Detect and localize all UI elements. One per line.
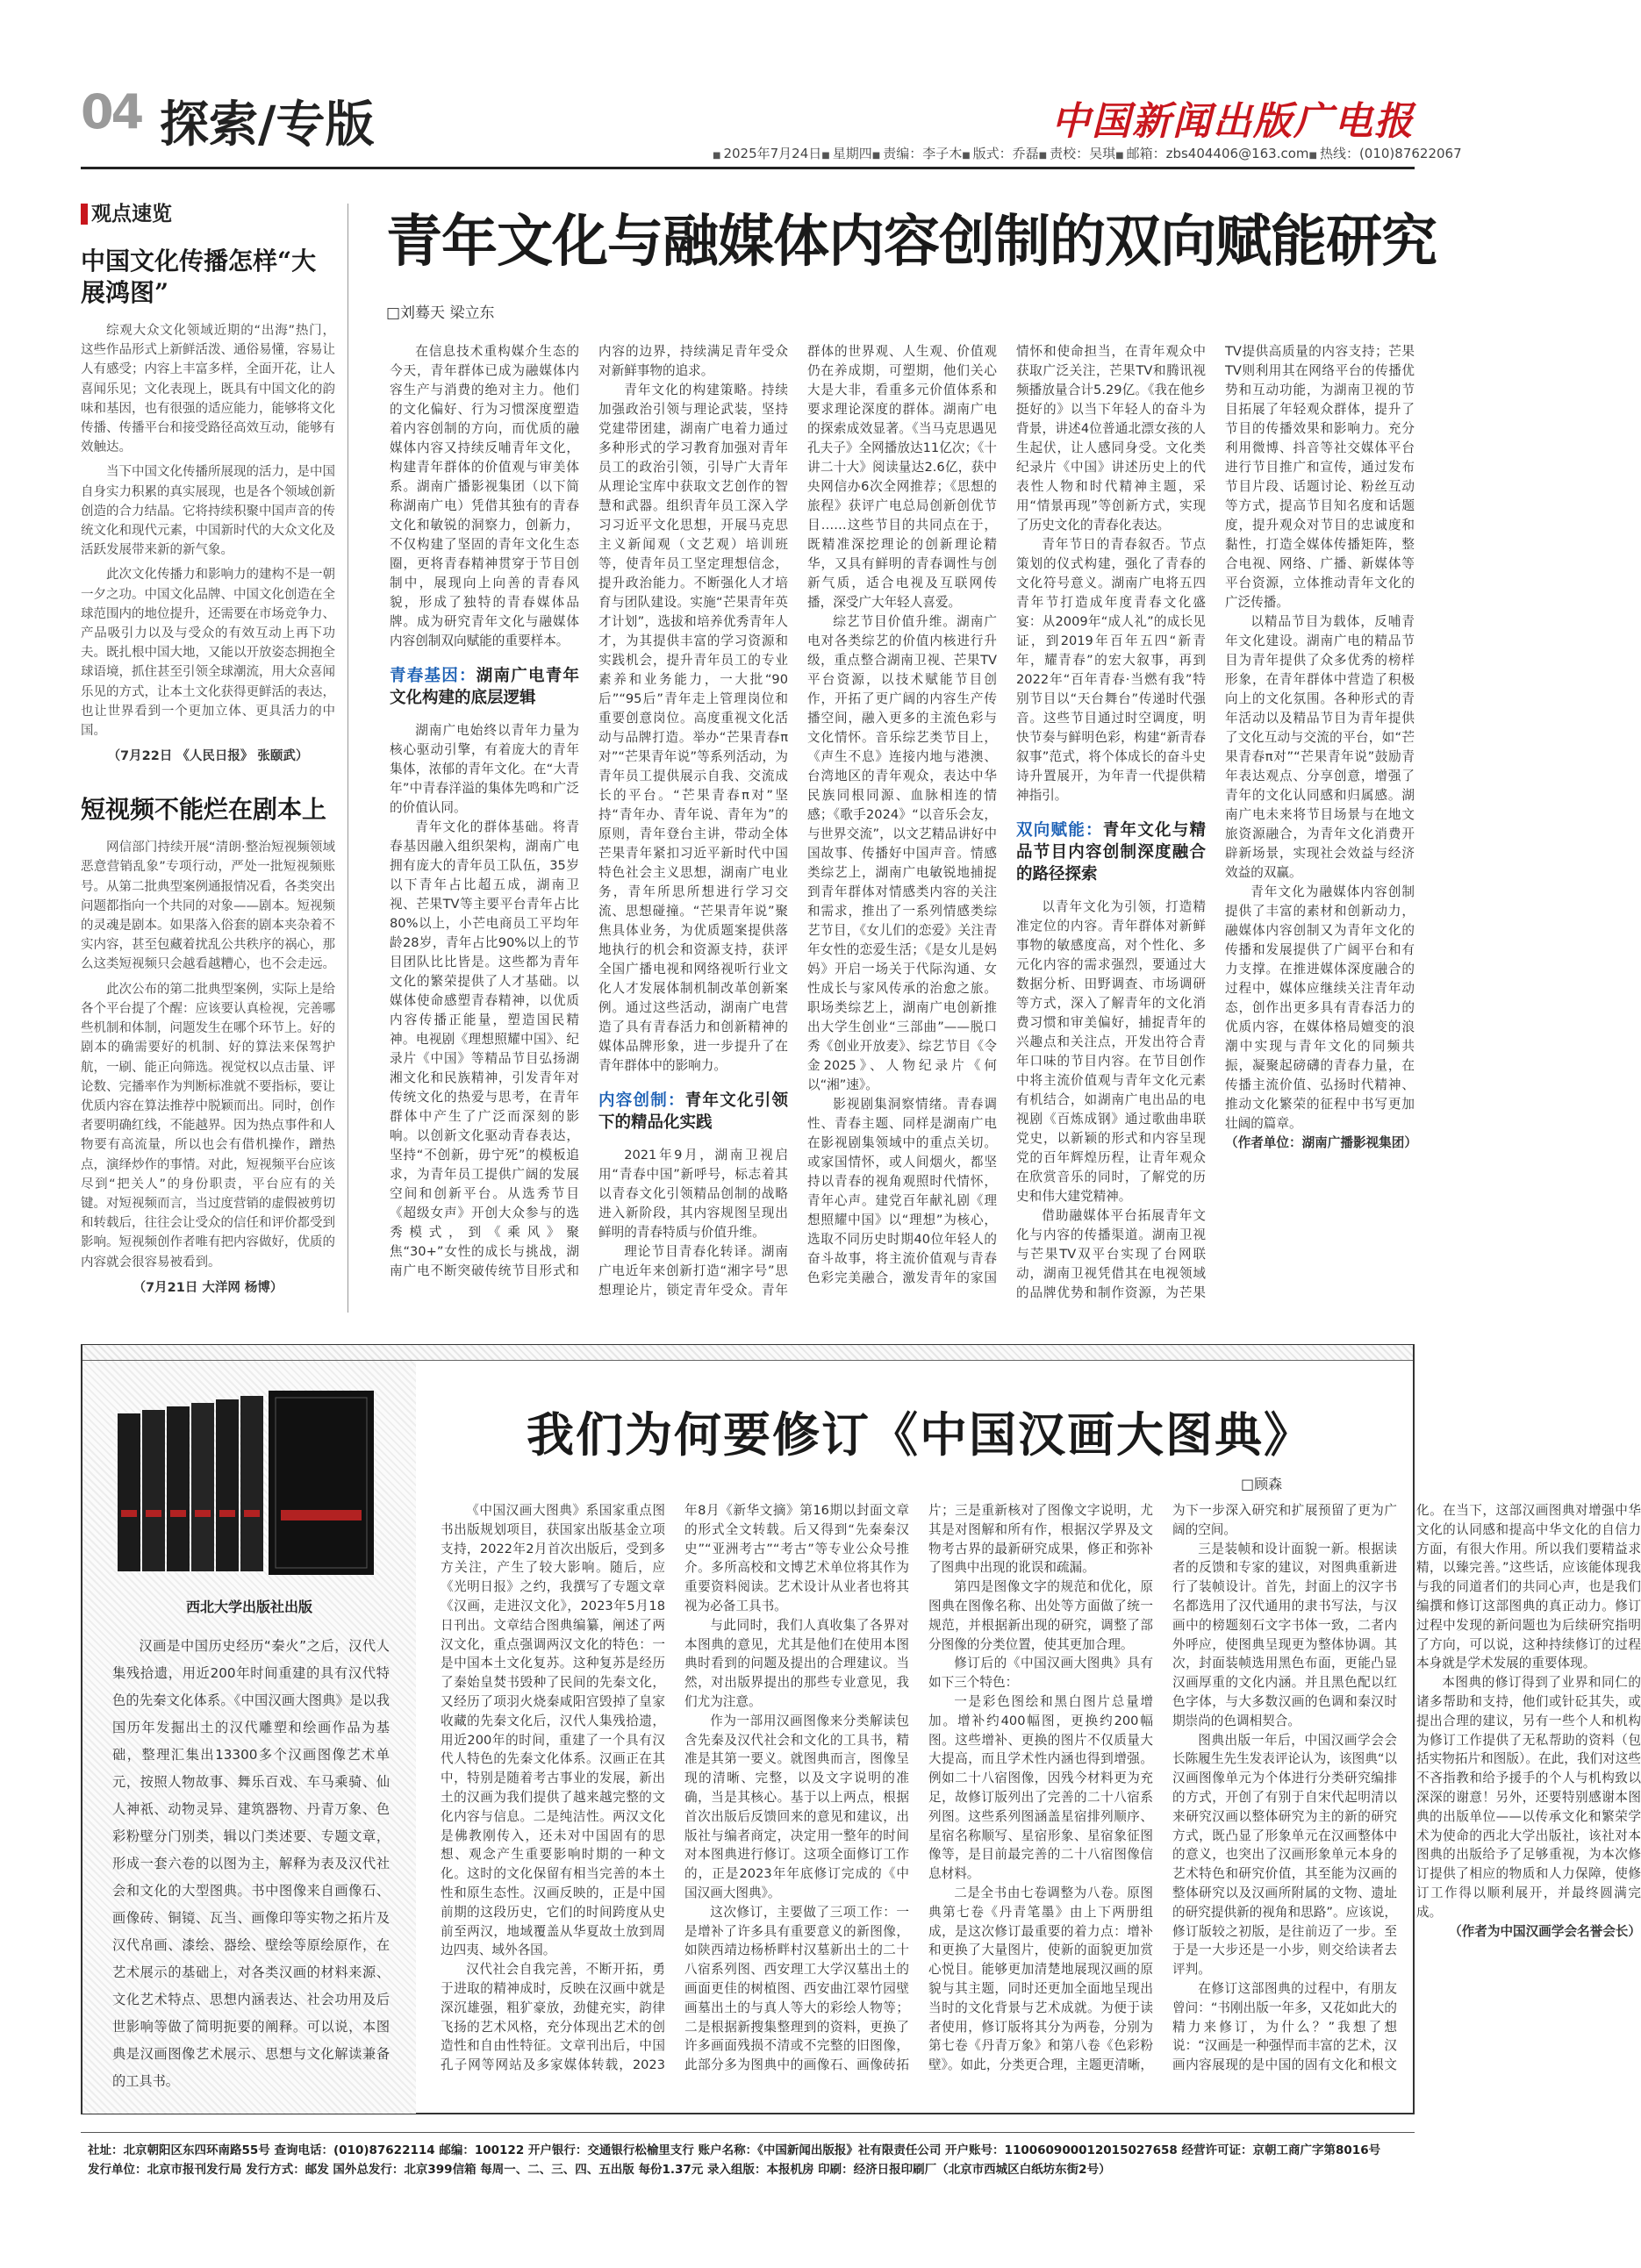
publisher-label: 西北大学出版社出版 [185, 1599, 312, 1615]
book-paragraph: 在修订这部图典的过程中，有朋友曾问：“书刚出版一年多，又花如此大的精力来修订，为什么？”我想了想说：“汉画是一种强悍而丰富的艺术，汉画内容展现的是中国的固有文化和根文化。在当下，这部汉画图典对增强中华文化的认同感和提高中华文化的自信力方面，有很大作用。所以我们要精益求精，以臻完善。”这些话，应该能体现我与我的同道者们的共同心声，也是我们编撰和修订这部图典的真正动力。修订过程中发现的新问题也为后续研究指明了方向，可以说，这种持续修订的过程本身就是学术发展的重要体现。 [1172, 1503, 1641, 2073]
subheading-text: 湖南广电青年文化构建的底层逻辑 [390, 667, 579, 707]
opinion-paragraph: 综观大众文化领域近期的“出海”热门，这些作品形式上新鲜活泼、通俗易懂，容易让人有感受；内容上丰富多样，全面开花，让人喜闻乐见；文化表现上，既具有中国文化的韵味和基因，也有很强的适应能力，能够将文化传播、传播平台和接受路径高效互动，能够有效触达。 [81, 324, 335, 455]
opinion-item [81, 794, 335, 1295]
footer-rule [81, 2132, 1415, 2133]
issue-weekday: ■ 星期四 [821, 144, 871, 163]
issue-date: ■ 2025年7月24日 [713, 144, 821, 163]
article-paragraph: 借助融媒体平台拓展青年文化与内容的传播渠道。湖南卫视与芒果TV双平台实现了台网联动，湖南卫视凭借其在电视领域的品牌优势和制作资源，为芒果TV提供高质量的内容支持；芒果TV则利用其在网络平台的传播优势和互动功能，为湖南卫视的节目拓展了年轻观众群体，提升了节目的传播效果和影响力。充分利用微博、抖音等社交媒体平台进行节目推广和宣传，通过发布节目片段、话题讨论、粉丝互动等方式，提高节目知名度和话题度，提升观众对节目的忠诚度和黏性，打造全媒体传播矩阵，整合电视、网络、广播、新媒体等平台资源，立体推动青年文化的广泛传播。 [1016, 344, 1415, 1300]
article-paragraph: 以精品节目为载体，反哺青年文化建设。湖南广电的精品节目为青年提供了众多优秀的榜样形象，在青年群体中营造了积极向上的文化氛围。各种形式的青年活动以及精品节目为青年提供了文化互动与交流的平台，如“芒果青春π对”“芒果青年说”鼓励青年表达观点、分享创意，增强了青年的文化认同感和归属感。湖南广电未来将节目场景与在地文旅资源融合，为青年文化消费开辟新场景，实现社会效益与经济效益的双赢。 [1225, 614, 1415, 880]
article-credit: （作者单位：湖南广播影视集团） [1225, 1135, 1417, 1150]
article-paragraph: 以青年文化为引领，打造精准定位的内容。青年群体对新鲜事物的敏感度高，对个性化、多元化内容的需求强烈，要通过大数据分析、田野调查、市场调研等方式，深入了解青年的文化消费习惯和审美偏好，捕捉青年的兴趣点和关注点，开发出符合青年口味的节目内容。在节目创作中将主流价值观与青年文化元素有机结合，如湖南广电出品的电视剧《百炼成钢》通过歌曲串联党史，以新颖的形式和内容呈现党的百年辉煌历程，让青年观众在欣赏音乐的同时，了解党的历史和伟大建党精神。 [1016, 899, 1206, 1204]
box-pattern-band [82, 1345, 1413, 1361]
article-paragraph: 青年节日的青春叙否。节点策划的仪式构建，强化了青春的文化符号意义。湖南广电将五四青年节打造成年度青春文化盛宴：从2009年“成人礼”的成长见证，到2019年百年五四“新青年，耀青春”的宏大叙事，再到2022年“百年青春·当燃有我”特别节目以“天台舞台”传递时代强音。这些节目通过时空调度，明快节奏与鲜明色彩，构建“新青春叙事”范式，将个体成长的奋斗史诗升置展开，为年青一代提供精神指引。 [1016, 537, 1206, 803]
layout-editor: ■ 版式：乔磊 [962, 144, 1038, 163]
opinion-paragraph: 当下中国文化传播所展现的活力，是中国自身实力积累的真实展现，也是各个领域创新创造的合力结晶。它将持续积聚中国声音的传统文化和现代元素，中国新时代的大众文化及活跃发展带来新的新气象。 [81, 465, 335, 558]
opinion-item-title: 短视频不能烂在剧本上 [81, 795, 327, 825]
book-paragraph: 本图典的修订得到了业界和同仁的诸多帮助和支持，他们或针砭其失，或提出合理的建议，另有一些个人和机构为修订工作提供了无私帮助的资料（包括实物拓片和图版）。在此，我们对这些不吝指教和给予援手的个人与机构致以深深的谢意！另外，还要特别感谢本图典的出版单位——以传承文化和繁荣学术为使命的西北大学出版社，该社对本图典的出版给予了足够重视，为本次修订提供了相应的物质和人力保障，使修订工作得以顺利展开，并最终圆满完成。 [1416, 1675, 1641, 1920]
book-paragraph: 汉代社会自我完善，不断开拓，勇于进取的精神成时，反映在汉画中就是深沉雄强，粗犷豪放，劲健充实，韵律飞扬的艺术风格，充分体现出艺术的创造性和自由性特征。文章刊出后，中国孔子网等网站及多家媒体转载，2023年8月《新华文摘》第16期以封面文章的形式全文转载。后又得到“先秦秦汉史”“亚洲考古”“考古”等专业公众号推介。多所高校和文博艺术单位将其作为重要资料阅读。艺术设计从业者也将其视为必备工具书。 [441, 1503, 909, 2073]
opinion-paragraph: 此次公布的第二批典型案例，实际上是给各个平台提了个醒：应该要认真检视，完善哪些机制和体制，问题发生在哪个环节上。好的剧本的确需要好的机制、好的算法来保驾护航，一刷、能正向筛选。视觉权以点击量、评论数、完播率作为判断标准就不要指标，要让优质内容在算法推荐中脱颖而出。同时，创作者要明确红线，不能越界。因为热点事件和人物要有高流量，所以也会有借机操作，蹭热点，演绎炒作的事情。对此，短视频平台应该尽到“把关人”的身份职责，平台应有的关键。对短视频而言，当过度营销的虚假被剪切和转载后，往往会让受众的信任和评价都受到影响。短视频创作者唯有把内容做好，优质的内容就会很容易被看到。 [81, 982, 335, 1270]
book-paragraph: 三是装帧和设计面貌一新。根据读者的反馈和专家的建议，对图典重新进行了装帧设计。首先，封面上的汉字书名都选用了汉代通用的隶书写法，与汉画中的榜题刻石文字书体一致，二者内外呼应，使图典呈现更为整体协调。其次，封面装帧选用黑色布面，更能凸显汉画厚重的文化内涵。并且黑色配以红色字体，与大多数汉画的色调和秦汉时期崇尚的色调相契合。 [1172, 1541, 1397, 1728]
subheading-text: 青年文化与精品节目内容创制深度融合的路径探索 [1016, 821, 1206, 884]
book-feature-box [81, 1344, 1641, 2114]
book-set-image [100, 1378, 398, 1589]
article-paragraph: 综艺节目价值升维。湖南广电对各类综艺的价值内核进行升级，重点整合湖南卫视、芒果TV平台资源，以技术赋能节目创作，开拓了更广阔的内容生产传播空间，融入更多的主流色彩与文化情怀。音乐综艺类节目上，《声生不息》连接内地与港澳、台湾地区的青年观众，表达中华民族同根同源、血脉相连的情感；《歌手2024》“以音乐会友，与世界交流”，以文艺精品讲好中国故事、传播好中国声音。情感类综艺上，湖南广电敏锐地捕捉到青年群体对情感类内容的关注和需求，推出了一系列情感类综艺节目，《女儿们的恋爱》关注青年女性的恋爱生活；《是女儿是妈妈》开启一场关于代际沟通、女性成长与家风传承的治愈之旅。职场类综艺上，湖南广电创新推出大学生创业“三部曲”——脱口秀《创业开放麦》、综艺节目《令金2025》、人物纪录片《何以“湘”速》。 [807, 614, 997, 1092]
imprint-footer [88, 2141, 1413, 2179]
issue-info-bar [713, 144, 1462, 163]
opinion-column [81, 204, 335, 1327]
article-paragraph: 理论节目青春化转译。湖南广电近年来创新打造“湘字号”思想理论片，锁定青年受众。青年群体的世界观、人生观、价值观仍在养成期，可塑期，他们关心大是大非，看重多元价值体系和要求理论深度的群体。湖南广电的探索成效显著。《当马克思遇见孔夫子》全网播放达11亿次；《十讲二十大》阅读量达2.6亿，获中央网信办6次全网推荐；《思想的旅程》获评广电总局创新创优节目……这些节目的共同点在于，既精准深挖理论的创新理论精华，又具有鲜明的青春调性与创新气质，适合电视及互联网传播，深受广大年轻人喜爱。 [598, 344, 997, 1298]
article-subheading [1016, 819, 1206, 885]
article-subheading [390, 665, 579, 709]
opinion-item [81, 246, 335, 764]
opinion-column-label: 观点速览 [81, 204, 335, 225]
article-paragraph: 青年文化的构建策略。持续加强政治引领与理论武装，坚持党建带团建，湖南广电着力通过多种形式的学习教育加强对青年员工的政治引领，引导广大青年从理论宝库中获取文艺创作的智慧和武器。组织青年员工深入学习习近平文化思想，开展马克思主义新闻观（文艺观）培训班等，使青年员工坚定理想信念，提升政治能力。不断强化人才培育与团队建设。实施“芒果青年英才计划”，选拔和培养优秀青年人才，为其提供丰富的学习资源和实践机会，提升青年员工的专业素养和业务能力，一大批“90后”“95后”青年走上管理岗位和重要创意岗位。高度重视文化活动与品牌打造。举办“芒果青春π对”“芒果青年说”等系列活动，为青年员工提供展示自我、交流成长的平台。“芒果青春π对”坚持“青年办、青年说、青年为”的原则，青年登台主讲，带动全体芒果青年紧扣习近平新时代中国特色社会主义思想，湖南广电业务，青年所思所想进行学习交流、思想碰撞。“芒果青年说”聚焦具体业务，为优质题案提供落地执行的机会和资源支持，获评全国广播电视和网络视听行业文化人才发展体制机制改革创新案例。通过这些活动，湖南广电营造了具有青春活力和创新精神的媒体品牌形象，进一步提升了在青年群体中的影响力。 [598, 383, 788, 1073]
opinion-item-title: 中国文化传播怎样“大展鸿图” [81, 247, 317, 307]
article-paragraph: 在信息技术重构媒介生态的今天，青年群体已成为融媒体内容生产与消费的绝对主力。他们的文化偏好、行为习惯深度塑造着内容创制的方向，而优质的融媒体内容又持续反哺青年文化，构建青年群体的价值观与审美体系。湖南广播影视集团（以下简称湖南广电）凭借其独有的青春文化和敏锐的洞察力，创新力，不仅构建了坚固的青年文化生态圈，更将青春精神贯穿于节目创制中，展现向上向善的青春风貌，形成了独特的青春媒体品牌。成为研究青年文化与融媒体内容创制双向赋能的重要样本。 [390, 344, 579, 648]
article-paragraph: 湖南广电始终以青年力量为核心驱动引擎，有着庞大的青年集体，浓郁的青年文化。在“大青年”中青春洋溢的集体先鸣和广泛的价值认同。 [390, 723, 579, 815]
book-spines [118, 1396, 263, 1571]
book-paragraph: 作为一部用汉画图像来分类解读包含先秦及汉代社会和文化的工具书，精准是其第一要义。就图典而言，图像呈现的清晰、完整，以及文字说明的准确，当是其核心。基于以上两点，根据首次出版后反馈回来的意见和建议，出版社与编者商定，决定用一整年的时间对本图典进行修订。这项全面修订工作的，正是2023年年底修订完成的《中国汉画大图典》。 [684, 1713, 909, 1900]
book-feature-byline: □顾森 [1241, 1476, 1283, 1492]
article-paragraph: 影视剧集洞察情绪。青春调性、青春主题、同样是湖南广电在影视剧集领域中的重点关切。或家国情怀，或人间烟火，都坚持以青春的视角观照时代情怀，青年心声。建党百年献礼剧《理想照耀中国》以“理想”为核心，选取不同历史时期40位年轻人的奋斗故事，将主流价值观与青春色彩完美融合，激发青年的家国情怀和使命担当，在青年观众中获取广泛关注，芒果TV和腾讯视频播放量合计5.29亿。《我在他乡挺好的》以当下年轻人的奋斗为背景，讲述4位普通北漂女孩的人生起伏，让人感同身受。文化类纪录片《中国》讲述历史上的代表性人物和时代精神主题，采用“情景再现”等创新方式，实现了历史文化的青春化表达。 [807, 344, 1206, 1285]
imprint-line: 社址：北京朝阳区东四环南路55号 查询电话：(010)87622114 邮编：100122 开户银行：交通银行松榆里支行 账户名称：《中国新闻出版报》社有限责任公司 开户账号：110060900012015027658 经营许可证：京朝工商广字第8016号 [88, 2143, 1381, 2157]
section-title: 探索/专版 [160, 97, 375, 154]
book-paragraph: 第四是图像文字的规范和优化，原图典在图像名称、出处等方面做了统一规范，并根据新出现的研究，调整了部分图像的分类位置，使其更加合理。 [928, 1579, 1153, 1652]
page-number: 04 [81, 84, 142, 140]
subheading-lead: 双向赋能： [1016, 821, 1103, 840]
hotline: ■ 热线：(010)87622067 [1309, 144, 1462, 163]
article-paragraph: 青年文化为融媒体内容创制提供了丰富的素材和创新动力，融媒体内容创制又为青年文化的传播和发展提供了广阔平台和有力支撑。在推进媒体深度融合的过程中，媒体应继续关注青年动态，创作出更多具有青春活力的优质内容，在媒体格局嬗变的浪潮中实现与青年文化的同频共振，凝聚起磅礴的青春力量，在传播主流价值、弘扬时代精神、推动文化繁荣的征程中书写更加壮阔的篇章。 [1225, 884, 1415, 1131]
book-paragraph: 与此同时，我们人真收集了各界对本图典的意见，尤其是他们在使用本图典时看到的问题及提出的合理建议。当然，对出版界提出的那些专业意见，我们尤为注意。 [684, 1617, 909, 1709]
article-byline: □刘蓦天 梁立东 [386, 304, 495, 322]
article-subheading [598, 1090, 788, 1134]
book-feature-headline: 我们为何要修订《中国汉画大图典》 [527, 1406, 1313, 1463]
subheading-lead: 内容创制： [598, 1091, 685, 1110]
book-paragraph: 《中国汉画大图典》系国家重点图书出版规划项目，获国家出版基金立项支持，2022年2月首次出版后，受到多方关注，产生了较大影响。随后，应《光明日报》之约，我撰写了专题文章《汉画，走进汉文化》，2023年5月18日刊出。文章结合图典编纂，阐述了两汉文化，重点强调两汉文化的特色：一是中国本土文化复苏。这种复苏是经历了秦始皇焚书毁种了民间的先秦文化，又经历了项羽火烧秦咸阳宫毁掉了皇家收藏的先秦文化后，汉代人集残拾遗，用近200年的时间，重建了一个具有汉代人特色的先秦文化体系。汉画正在其中，特别是随着考古事业的发展，新出土的汉画为我们提供了越来越完整的文化内容与信息。二是纯洁性。两汉文化是佛教刚传入，还未对中国固有的思想、观念产生重要影响时期的一种文化。这时的文化保留有相当完善的本土性和原生态性。汉画反映的，正是中国前期的这段历史，它们的时间跨度从史前至两汉，地域覆盖从华夏故土放到周边四夷、域外各国。 [441, 1503, 665, 1958]
article-headline: 青年文化与融媒体内容创制的双向赋能研究 [386, 209, 1437, 275]
opinion-paragraph: 网信部门持续开展“清朗·整治短视频领域恶意营销乱象”专项行动，严处一批短视频账号。从第二批典型案例通报情况看，各类突出问题都指向一个共同的对象——剧本。短视频的灵魂是剧本。如果落入俗套的剧本夹杂着不实内容，甚至包藏着扰乱公共秩序的祸心，那么这类短视频只会越看越糟心，也不会走远。 [81, 841, 335, 972]
article-paragraph: 青年文化的群体基础。将青春基因融入组织架构，湖南广电拥有庞大的青年员工队伍，35岁以下青年占比超五成，湖南卫视、芒果TV等主要平台青年占比80%以上，小芒电商员工平均年龄28岁，青年占比90%以上的节目团队比比皆是。这些都为青年文化的繁荣提供了人才基础。以媒体使命感塑青春精神，以优质内容传播正能量，塑造国民精神。电视剧《理想照耀中国》、纪录片《中国》等精品节目弘扬湖湘文化和民族精神，引发青年对传统文化的热爱与思考，在青年群体中产生了广泛而深刻的影响。以创新文化驱动青春表达，坚持“不创新，毋宁死”的模板追求，为青年员工提供广阔的发展空间和创新平台。从选秀节目《超级女声》开创大众参与的选秀模式，到《乘风》聚焦“30+”女性的成长与挑战，湖南广电不断突破传统节目形式和内容的边界，持续满足青年受众对新鲜事物的追求。 [390, 344, 788, 1278]
subheading-lead: 青春基因： [390, 667, 477, 685]
book-front-cover [269, 1391, 374, 1575]
opinion-paragraph: 此次文化传播力和影响力的建构不是一朝一夕之功。中国文化品牌、中国文化创造在全球范围内的地位提升，还需要在市场竞争力、产品吸引力以及与受众的有效互动上再下功夫。既扎根中国大地，又能以开放姿态拥抱全球语境，抓住甚至引领全球潮流，用大众喜闻乐见的方式，让本土文化获得更鲜活的表达，也让世界看到一个更加立体、更具活力的中国。 [81, 568, 335, 739]
article-paragraph: 2021年9月，湖南卫视启用“青春中国”新呼号，标志着其以青春文化引领精品创制的战略进入新阶段，其内容规图呈现出鲜明的青春特质与价值升维。 [598, 1148, 788, 1240]
contact-email: ■ 邮箱：zbs404406@163.com [1115, 144, 1308, 163]
book-paragraph: 二是全书由七卷调整为八卷。原图典第七卷《丹青笔墨》由上下两册组成，是这次修订最重要的着力点：增补和更换了大量图片，使新的面貌更加赏心悦目。能够更加清楚地展现汉画的原貌与其主题，同时还更加全面地呈现出当时的文化背景与艺术成就。为便于读者使用，修订版将其分为两卷，分别为第七卷《丹青万象》和第八卷《色彩粉壁》。如此，分类更合理，主题更清晰，为下一步深入研究和扩展预留了更为广阔的空间。 [928, 1503, 1397, 2073]
opinion-source: （7月22日 《人民日报》 张颐武） [107, 749, 309, 764]
imprint-line: 发行单位：北京市报刊发行局 发行方式：邮发 国外总发行：北京399信箱 每周一、二、三、四、五出版 每份1.37元 录入组版：本报机房 印刷：经济日报印刷厂（北京市西城区白纸坊东街2号） [88, 2163, 1111, 2177]
book-paragraph: 图典出版一年后，中国汉画学会会长陈履生先生发表评论认为，该图典“以汉画图像单元为个体进行分类研究编排的方式，开创了有别于自宋代起明清以来研究汉画以整体研究为主的新的研究方式，既凸显了形象单元在汉画整体中的意义，也突出了汉画形象单元本身的艺术特色和研究价值，其至能为汉画的整体研究以及汉画所附属的文物、遗址的研究提供新的视角和思路”。应该说，修订版较之初版，是往前迈了一步。至于是一大步还是一小步，则交给读者去评判。 [1172, 1732, 1397, 1978]
proofreader: ■ 责校：吴琪 [1039, 144, 1115, 163]
subheading-text: 青年文化引领下的精品化实践 [598, 1091, 788, 1132]
book-feature-body [441, 1501, 1641, 2091]
book-description: 汉画是中国历史经历“秦火”之后，汉代人集残拾遗，用近200年时间重建的具有汉代特色的先秦文化体系。《中国汉画大图典》是以我国历年发掘出土的汉代雕塑和绘画作品为基础，整理汇集出13300多个汉画图像艺术单元，按照人物故事、舞乐百戏、车马乘骑、仙人神祇、动物灵异、建筑器物、丹青万象、色彩粉壁分门别类，辑以门类述要、专题文章，形成一套六卷的以图为主，解释为表及汉代社会和文化的大型图典。书中图像来自画像石、画像砖、铜镜、瓦当、画像印等实物之拓片及汉代帛画、漆绘、器绘、壁绘等原绘原作，在艺术展示的基础上，对各类汉画的材料来源、文化艺术特点、思想内涵表达、社会功用及后世影响等做了简明扼要的阐释。可以说，本图典是汉画图像艺术展示、思想与文化解读兼备的工具书。 [112, 1638, 390, 2089]
opinion-source: （7月21日 大洋网 杨博） [133, 1280, 283, 1295]
book-paragraph: 一是彩色图绘和黑白图片总量增加。增补约400幅图，更换约200幅图。这些增补、更换的图片不仅质量大大提高，而且学术性内涵也得到增强。例如二十八宿图像，因残今材料更为充足，故修订版列出了完善的二十八宿系列图。这些系列图涵盖星宿排列顺序、星宿名称顺写、星宿形象、星宿象征图像等，是目前最完善的二十八宿图像信息材料。 [928, 1693, 1153, 1882]
masthead [81, 84, 1462, 161]
book-credit: （作者为中国汉画学会名誉会长） [1449, 1923, 1641, 1939]
newspaper-logo: 中国新闻出版广电报 [1051, 99, 1415, 144]
article-body [390, 342, 1415, 1304]
chief-editor: ■ 责编：李子木 [872, 144, 962, 163]
book-sidebar [82, 1361, 416, 2114]
book-paragraph: 这次修订，主要做了三项工作：一是增补了许多具有重要意义的新图像，如陕西靖边杨桥畔村汉墓新出土的二十八宿系列图、西安理工大学汉墓出土的画面更佳的树植图、西安曲江翠竹园壁画墓出土的与真人等大的彩绘人物等；二是根据新搜集整理到的资料，更换了许多画面残损不清或不完整的旧图像，此部分多为图典中的画像石、画像砖拓片；三是重新核对了图像文字说明，尤其是对图解和所有作，根据汉学界及文物考古界的最新研究成果，修正和弥补了图典中出现的讹误和疏漏。 [684, 1503, 1153, 2073]
masthead-rule [81, 167, 1415, 169]
book-paragraph: 修订后的《中国汉画大图典》具有如下三个特色： [928, 1656, 1153, 1691]
